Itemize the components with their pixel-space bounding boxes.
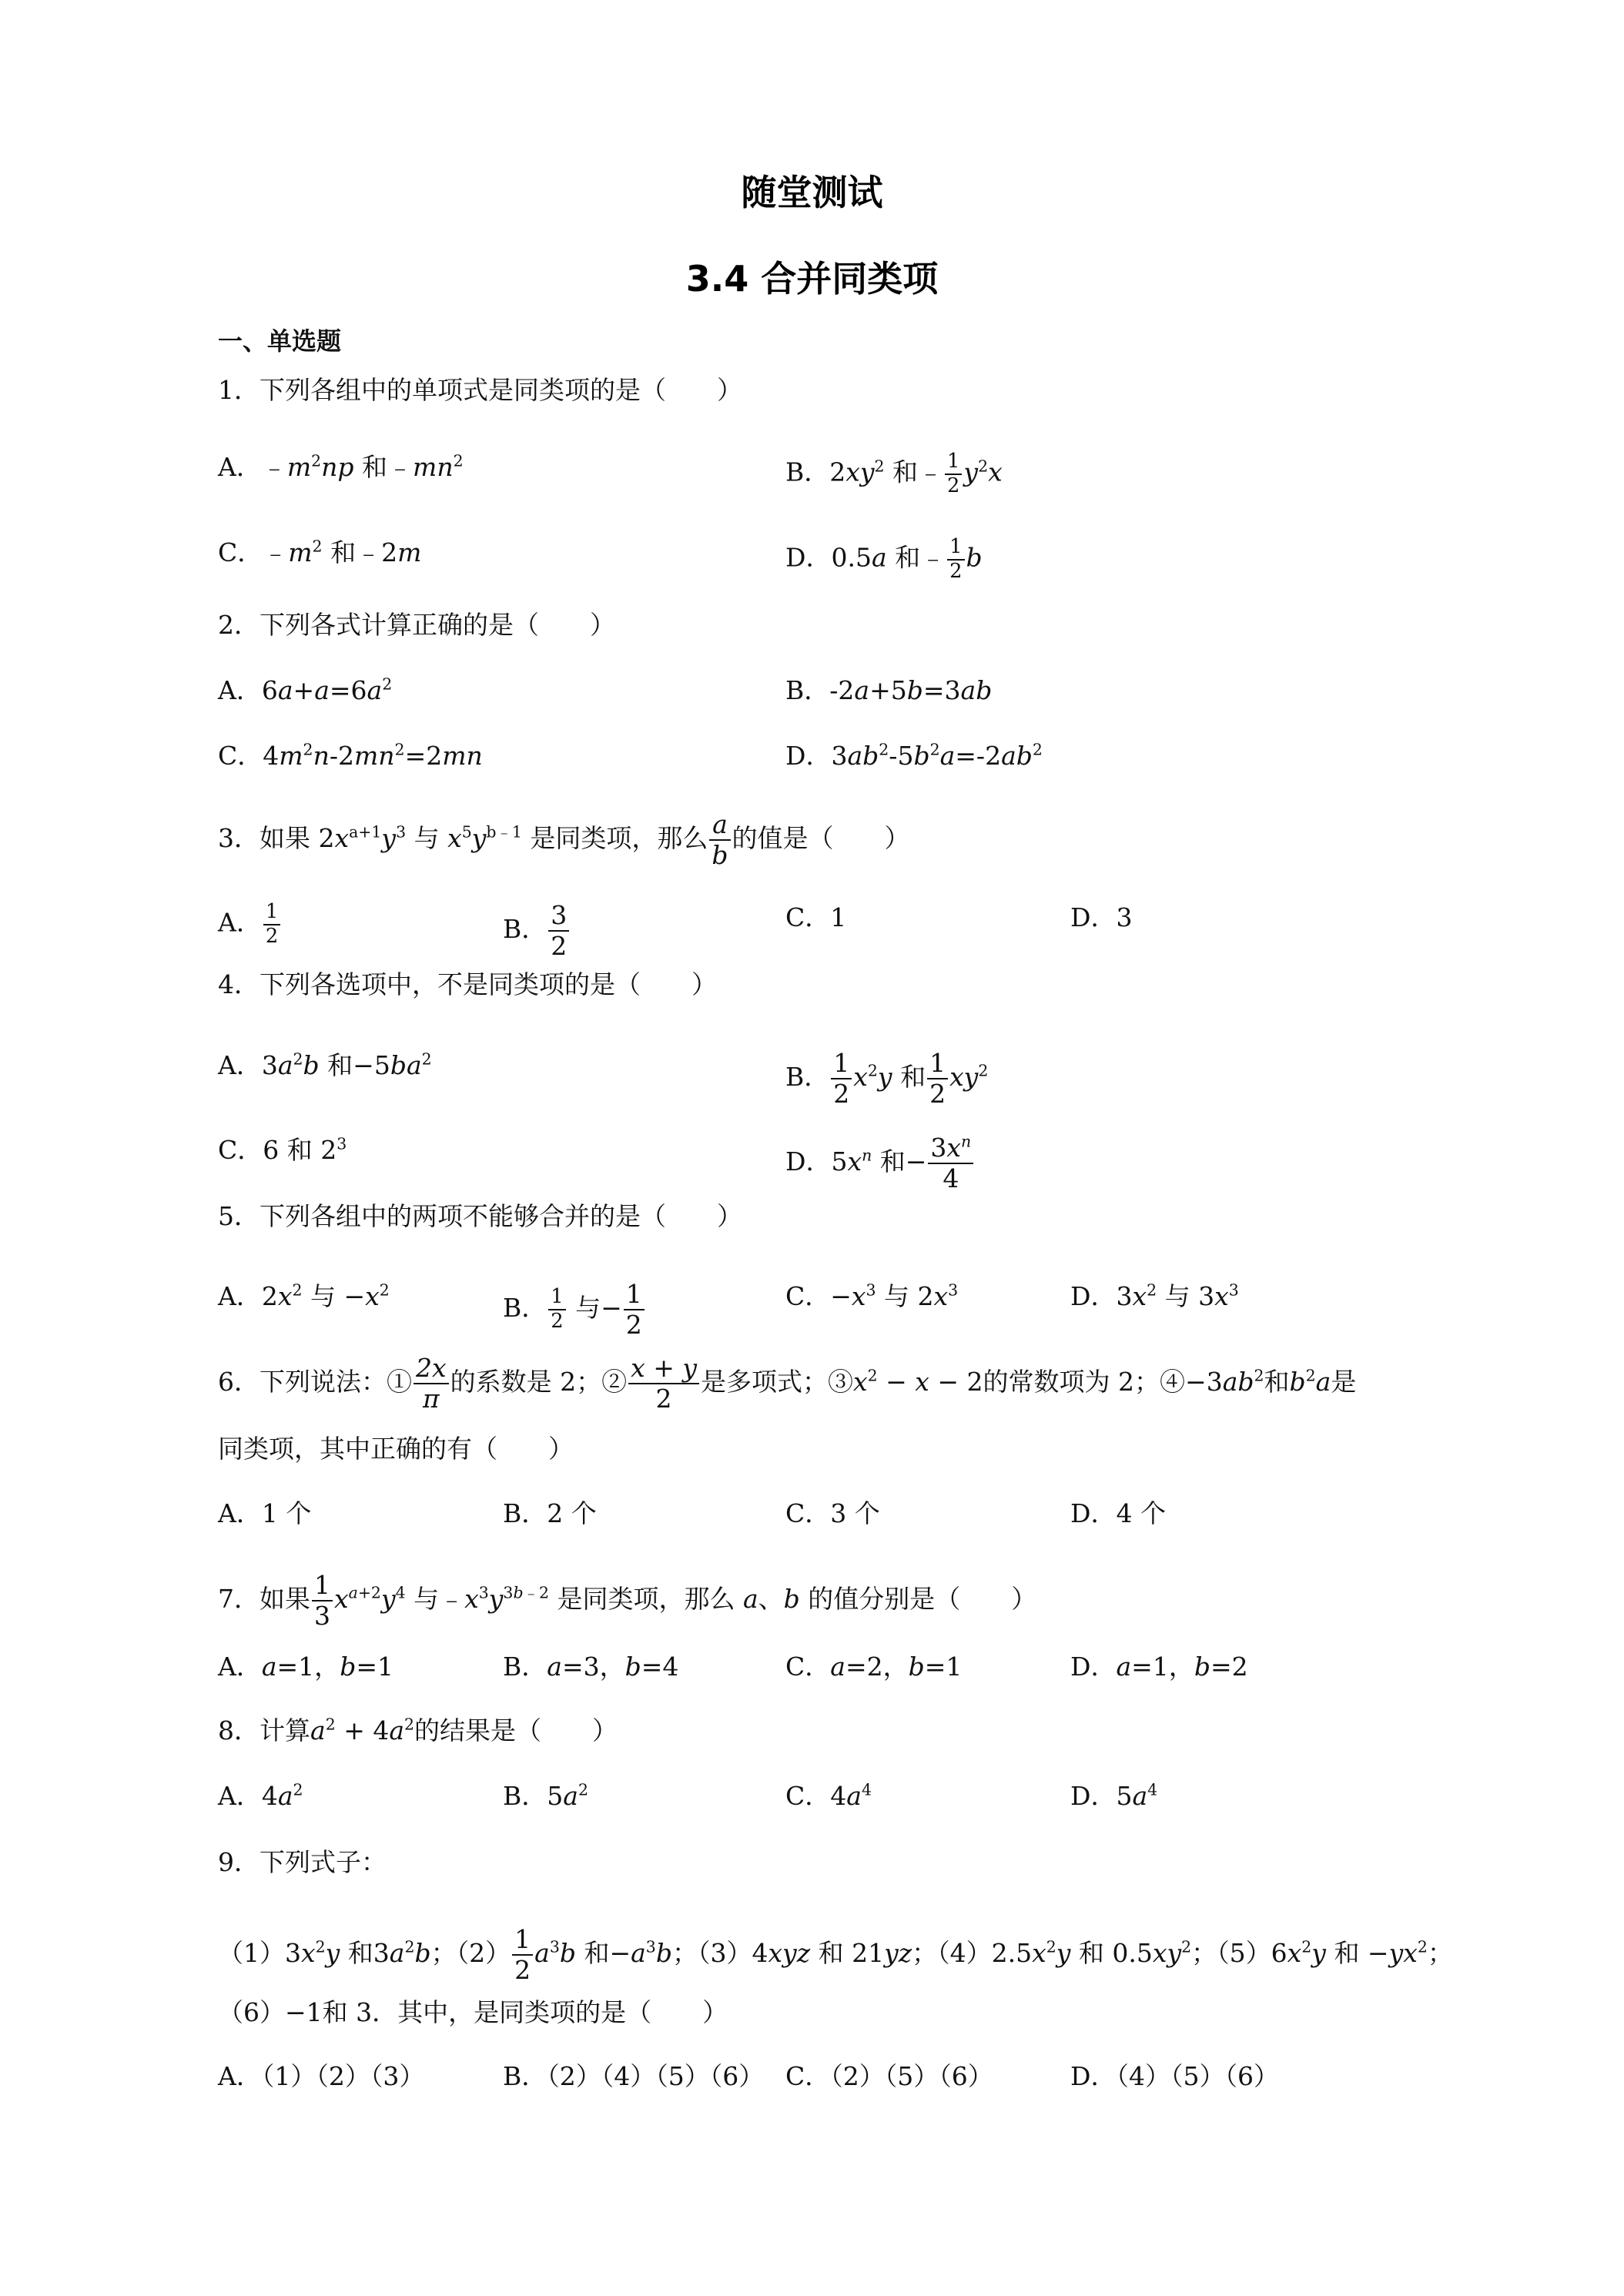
q2-option-c: C．$4m^2n-2mn^2=2mn$ [218,740,483,771]
q8-option-a: A．$4a^2$ [218,1780,303,1811]
q5-option-b: B． $\frac{1}{2}$ 与− $\frac{1}{2}$ [503,1280,646,1340]
question-3-stem: 3．如果 $2x^{a+1}y^3$ 与 $x^5y^{b﹣1}$ 是同类项，那么 $\frac{a}{b}$ 的值是（ ） [218,809,910,870]
q3-option-d: D．3 [1070,902,1133,932]
q5-option-d: D．$3x^2$ 与 $3x^3$ [1070,1280,1239,1311]
q7-option-d: D．a=1，b=2 [1070,1652,1248,1682]
q2-option-a: A．$6a+a=6a^2$ [218,674,393,705]
page-title: 随堂测试 [741,172,883,213]
question-2-stem: 2．下列各式计算正确的是（ ） [218,610,615,640]
q2-option-d: D．$3ab^2-5b^2a=-2ab^2$ [785,740,1043,771]
q4-option-d: D．$5x^n$ 和− $\frac{3x^n}{4}$ [785,1133,975,1193]
q9-option-c: C．（2）（5）（6） [785,2061,993,2091]
q4-option-b: B． $\frac{1}{2}$ $x^2y$ 和 $\frac{1}{2}$ $xy^2$ [785,1048,989,1109]
q8-option-d: D．$5a^4$ [1070,1780,1158,1811]
q4-option-a: A．$3a^2b$ 和$-5ba^2$ [218,1049,432,1080]
section-heading: 一、单选题 [218,326,342,356]
q6-option-c: C．3 个 [785,1498,880,1528]
q2-a-expr: $6a+a=6a^2$ [261,674,393,705]
q8-option-c: C．$4a^4$ [785,1780,872,1811]
q1-option-a: A．$﹣m^2np$ 和$﹣mn^2$ [218,451,464,482]
q7-option-b: B．a=3，b=4 [503,1652,679,1682]
question-6-stem: 6．下列说法：① $\frac{2x}{\pi}$ 的系数是 2；② $\frac{x + y}{2}$ 是多项式；$③x^2 - x - 2$的常数项为 2；$④-3ab^2$和$b^2a$是 [218,1353,1357,1414]
question-9-stem: 9．下列式子： [218,1847,387,1877]
question-1-stem: 1．下列各组中的单项式是同类项的是（ ） [218,375,742,405]
question-9-items: $(1)3x^2y$ 和$3a^2b$；（2） $\frac{1}{2}$ $a^3b$ 和$-a^3b$；（3）4xyz 和 21yz；$(4)2.5x^2y$ 和 $0.5xy^2$；$(5)6x^2y$ 和 $-yx^2$； [218,1924,1453,1985]
q7-option-c: C．a=2，b=1 [785,1652,963,1682]
q6-option-b: B．2 个 [503,1498,597,1528]
q9-option-d: D．（4）（5）（6） [1070,2061,1279,2091]
q2-option-b: B．-2a+5b=3ab [785,675,993,705]
q3-option-b: B． $\frac{3}{2}$ [503,901,571,961]
q1-option-b: B．$2xy^2$ 和﹣ $\frac{1}{2}$ $y^2x$ [785,450,1003,497]
q1-option-d: D．0.5a 和﹣ $\frac{1}{2}$ b [785,535,983,583]
question-8-stem: 8．计算$a^2 + 4a^2$的结果是（ ） [218,1715,618,1745]
q4-option-c: C．6 和 $2^3$ [218,1134,347,1165]
question-9-stem-cont: （6）−1和 3．其中，是同类项的是（ ） [218,1997,728,2027]
q3-option-c: C．1 [785,902,847,932]
question-7-stem: 7．如果 $\frac{1}{3}$ $x^{a+2}y^4$ 与$﹣x^3y^{3b﹣2}$ 是同类项，那么 a、b 的值分别是（ ） [218,1570,1037,1631]
q7-option-a: A．a=1，b=1 [218,1652,393,1682]
page-subtitle: 3.4 合并同类项 [685,258,939,300]
q3-option-a: A． $\frac{1}{2}$ [218,901,282,948]
q1-option-c: C．$﹣m^2$ 和﹣2m [218,537,422,567]
q5-option-c: C．$-x^3$ 与 $2x^3$ [785,1280,959,1311]
q8-option-b: B．$5a^2$ [503,1780,588,1811]
q9-option-b: B．（2）（4）（5）（6） [503,2061,765,2091]
q6-option-d: D．4 个 [1070,1498,1166,1528]
q6-option-a: A．1 个 [218,1498,312,1528]
q9-option-a: A．（1）（2）（3） [218,2061,425,2091]
question-4-stem: 4．下列各选项中，不是同类项的是（ ） [218,969,717,999]
question-5-stem: 5．下列各组中的两项不能够合并的是（ ） [218,1201,742,1231]
question-6-stem-cont: 同类项，其中正确的有（ ） [218,1434,574,1464]
q5-option-a: A．$2x^2$ 与 $-x^2$ [218,1280,390,1311]
